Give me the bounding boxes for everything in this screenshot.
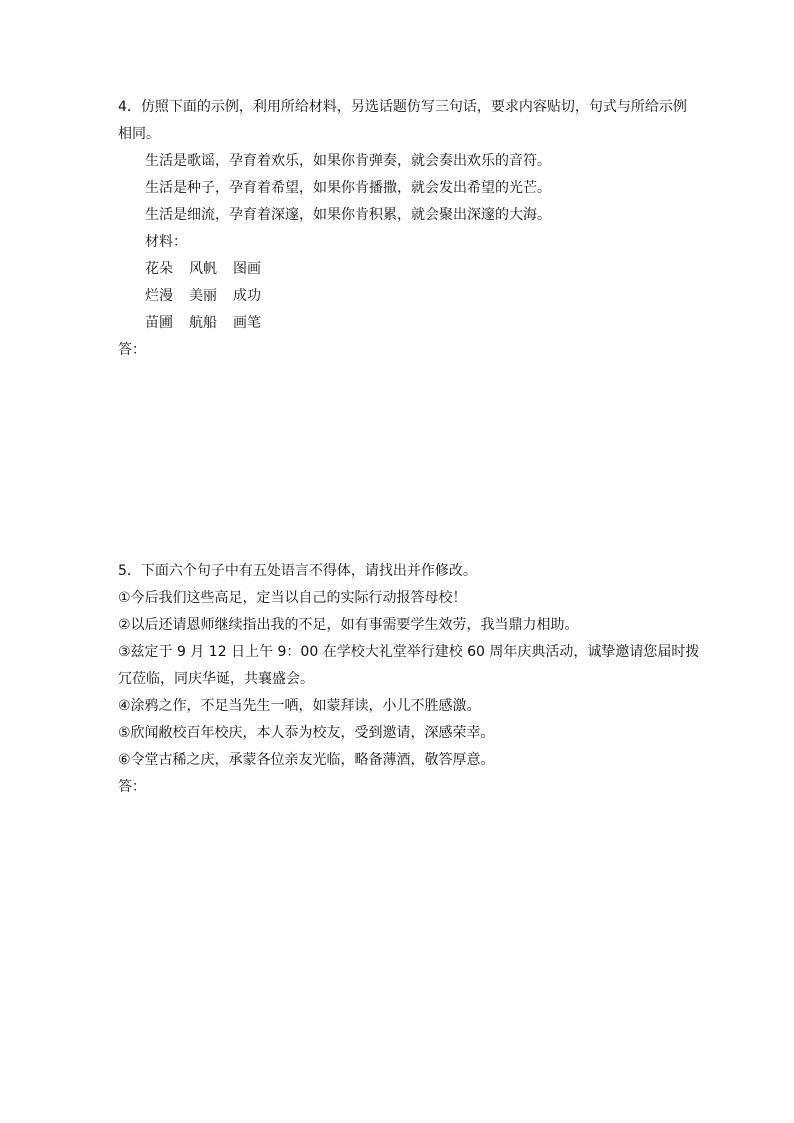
material-word: 苗圃	[145, 315, 173, 331]
q4-example-1: 生活是歌谣，孕育着欢乐，如果你肯弹奏，就会奏出欢乐的音符。	[145, 153, 551, 169]
q5-stem: 5．下面六个句子中有五处语言不得体，请找出并作修改。	[118, 563, 477, 579]
material-word: 花朵	[145, 261, 173, 277]
q5-item-6: ⑥令堂古稀之庆，承蒙各位亲友光临，略备薄酒，敬答厚意。	[118, 752, 495, 768]
material-word: 美丽	[189, 288, 217, 304]
q5-item-5: ⑤欣闻敝校百年校庆，本人忝为校友，受到邀请，深感荣幸。	[118, 725, 495, 741]
q4-material-label: 材料：	[145, 234, 187, 250]
q5-item-2: ②以后还请恩师继续指出我的不足，如有事需要学生效劳，我当鼎力相助。	[118, 617, 579, 633]
material-word: 成功	[233, 288, 261, 304]
material-word: 图画	[233, 261, 261, 277]
q4-stem-line2: 相同。	[118, 126, 160, 142]
q5-item-3-line2: 冗莅临，同庆华诞，共襄盛会。	[118, 671, 314, 687]
q4-example-3: 生活是细流，孕育着深邃，如果你肯积累，就会聚出深邃的大海。	[145, 207, 551, 223]
material-word: 烂漫	[145, 288, 173, 304]
q5-answer-label: 答：	[118, 779, 146, 795]
material-word: 画笔	[233, 315, 261, 331]
q4-example-2: 生活是种子，孕育着希望，如果你肯播撒，就会发出希望的光芒。	[145, 180, 551, 196]
material-word: 航船	[189, 315, 217, 331]
q5-item-3-line1: ③兹定于 9 月 12 日上午 9：00 在学校大礼堂举行建校 60 周年庆典活动，诚挚邀请您届时拨	[118, 644, 700, 660]
material-word: 风帆	[189, 261, 217, 277]
q5-item-1: ①今后我们这些高足，定当以自己的实际行动报答母校！	[118, 590, 467, 606]
q4-material-row-3	[145, 314, 261, 332]
q4-answer-label: 答：	[118, 342, 146, 358]
q5-item-4: ④涂鸦之作，不足当先生一哂，如蒙拜读，小儿不胜感激。	[118, 698, 481, 714]
q4-material-row-2	[145, 287, 261, 305]
q4-stem-line1: 4．仿照下面的示例，利用所给材料，另选话题仿写三句话，要求内容贴切，句式与所给示例	[118, 99, 687, 115]
q4-material-row-1	[145, 260, 261, 278]
